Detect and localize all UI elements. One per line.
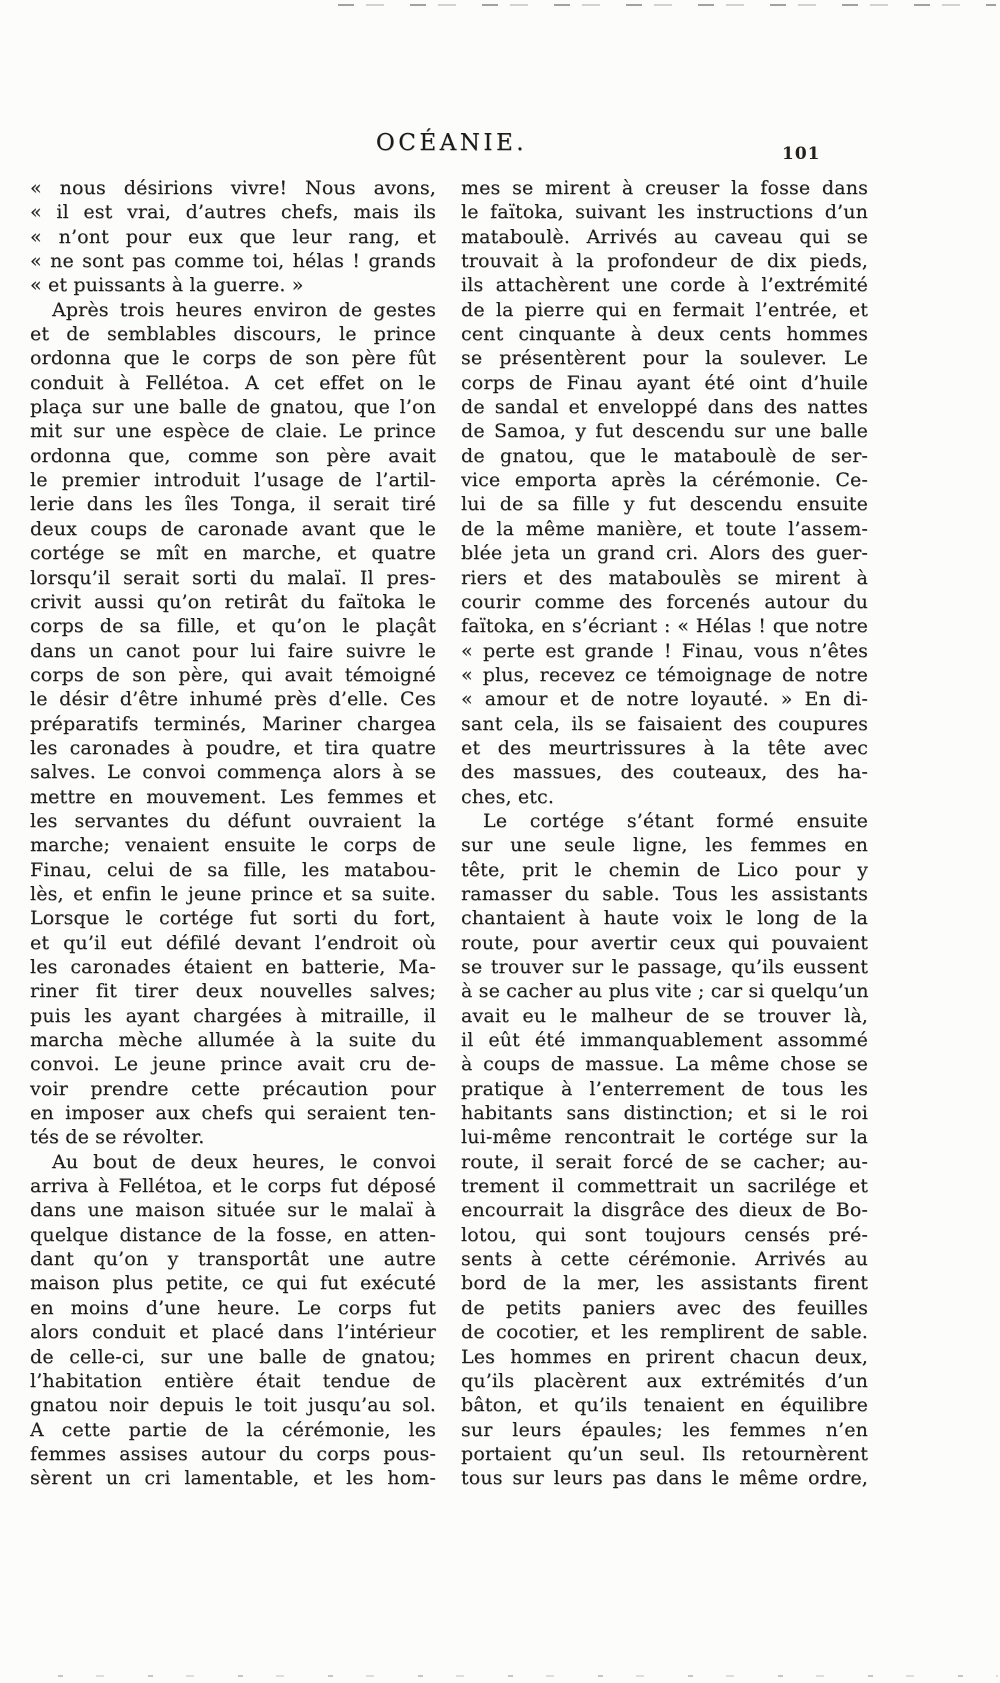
text-line: et des meurtrissures à la tête avec xyxy=(461,736,868,759)
text-line: vice emporta après la cérémonie. Ce- xyxy=(461,469,868,492)
right-column xyxy=(461,176,868,1491)
text-line: se présentèrent pour la soulever. Le xyxy=(461,347,868,370)
text-line: corps de Finau ayant été oint d’huile xyxy=(461,371,868,394)
scan-edge-bottom-line xyxy=(58,1675,998,1677)
text-line: « il est vrai, d’autres chefs, mais ils xyxy=(30,201,436,224)
text-line: crivit aussi qu’on retirât du faïtoka le xyxy=(30,590,436,613)
text-line: de petits paniers avec des feuilles xyxy=(461,1296,868,1319)
text-line: femmes assises autour du corps pous- xyxy=(30,1442,436,1465)
text-line: arriva à Fellétoa, et le corps fut déposé xyxy=(30,1175,436,1198)
text-line: marcha mèche allumée à la suite du xyxy=(30,1029,436,1052)
text-line: lès, et enfin le jeune prince et sa suite. xyxy=(30,882,436,905)
text-line: mataboulè. Arrivés au caveau qui se xyxy=(461,225,868,248)
text-line: conduit à Fellétoa. A cet effet on le xyxy=(30,371,436,394)
text-line: Le cortége s’étant formé ensuite xyxy=(483,809,868,832)
text-line: chantaient à haute voix le long de la xyxy=(461,907,868,930)
text-line: de Samoa, y fut descendu sur une balle xyxy=(461,420,868,443)
text-line: trement il commettrait un sacrilége et xyxy=(461,1175,868,1198)
left-column xyxy=(30,176,436,1491)
text-line: marche; venaient ensuite le corps de xyxy=(30,834,436,857)
text-line: le faïtoka, suivant les instructions d’un xyxy=(461,201,868,224)
text-line: « n’ont pour eux que leur rang, et xyxy=(30,225,436,248)
text-line: sur leurs épaules; les femmes n’en xyxy=(461,1418,868,1441)
text-line: Lorsque le cortége fut sorti du fort, xyxy=(30,907,436,930)
text-line: il eût été immanquablement assommé xyxy=(461,1029,868,1052)
text-line: bord de la mer, les assistants firent xyxy=(461,1272,868,1295)
text-line: le désir d’être inhumé près d’elle. Ces xyxy=(30,688,436,711)
text-line: lui-même rencontrait le cortége sur la xyxy=(461,1126,868,1149)
text-line: encourrait la disgrâce des dieux de Bo- xyxy=(461,1199,868,1222)
text-line: tés de se révolter. xyxy=(30,1126,205,1149)
text-line: sant cela, ils se faisaient des coupures xyxy=(461,712,868,735)
text-line: route, il serait forcé de se cacher; au- xyxy=(461,1150,868,1173)
text-line: sur une seule ligne, les femmes en xyxy=(461,834,868,857)
text-line: lui de sa fille y fut descendu ensuite xyxy=(461,493,868,516)
text-line: « nous désirions vivre! Nous avons, xyxy=(30,177,436,199)
text-line: deux coups de caronade avant que le xyxy=(30,517,436,540)
text-line: se trouver sur le passage, qu’ils eussent xyxy=(461,956,868,978)
page-number: 101 xyxy=(782,144,821,164)
text-line: route, pour avertir ceux qui pouvaient xyxy=(461,931,868,954)
text-line: trouvait à la profondeur de dix pieds, xyxy=(461,250,868,273)
text-line: mit sur une espèce de claie. Le prince xyxy=(30,420,436,443)
text-line: ches, etc. xyxy=(461,785,555,808)
text-line: mettre en mouvement. Les femmes et xyxy=(30,785,436,808)
text-line: lorsqu’il serait sorti du malaï. Il pres- xyxy=(30,566,436,589)
text-line: Au bout de deux heures, le convoi xyxy=(52,1150,436,1173)
text-line: et de semblables discours, le prince xyxy=(30,323,436,346)
text-line: et qu’il eut défilé devant l’endroit où xyxy=(30,931,436,954)
text-line: tous sur leurs pas dans le même ordre, xyxy=(461,1467,868,1490)
text-line: blée jeta un grand cri. Alors des guer- xyxy=(461,542,868,565)
text-line: Les hommes en prirent chacun deux, xyxy=(461,1345,868,1368)
text-line: « plus, recevez ce témoignage de notre xyxy=(461,663,868,686)
text-line: « et puissants à la guerre. » xyxy=(30,274,304,297)
text-line: pratique à l’enterrement de tous les xyxy=(461,1077,868,1100)
text-line: dant qu’on y transportât une autre xyxy=(30,1248,436,1271)
text-line: dans un canot pour lui faire suivre le xyxy=(30,639,436,662)
text-line: les caronades étaient en batterie, Ma- xyxy=(30,956,436,978)
text-line: Après trois heures environ de gestes xyxy=(52,298,436,321)
text-line: les caronades à poudre, et tira quatre xyxy=(30,736,436,759)
text-line: dans une maison située sur le malaï à xyxy=(30,1199,436,1222)
text-line: habitants sans distinction; et si le roi xyxy=(461,1102,868,1125)
text-line: ordonna que, comme son père avait xyxy=(30,444,436,467)
text-line: bâton, et qu’ils tenaient en équilibre xyxy=(461,1394,868,1417)
text-line: ils attachèrent une corde à l’extrémité xyxy=(461,274,868,297)
text-line: les servantes du défunt ouvraient la xyxy=(30,809,436,832)
text-line: préparatifs terminés, Mariner chargea xyxy=(30,712,436,735)
text-line: quelque distance de la fosse, en atten- xyxy=(30,1223,436,1246)
text-line: qu’ils placèrent aux extrémités d’un xyxy=(461,1369,868,1392)
text-line: le premier introduit l’usage de l’artil- xyxy=(30,469,436,492)
text-line: sents à cette cérémonie. Arrivés au xyxy=(461,1248,868,1271)
text-line: à se cacher au plus vite ; car si quelqu’un xyxy=(461,980,869,1003)
text-line: lerie dans les îles Tonga, il serait tiré xyxy=(30,493,436,516)
scan-edge-top-line xyxy=(338,4,996,6)
text-line: avait eu le malheur de se trouver là, xyxy=(461,1004,868,1027)
text-line: corps de son père, qui avait témoigné xyxy=(30,663,436,686)
text-line: portaient qu’un seul. Ils retournèrent xyxy=(461,1442,868,1465)
text-line: riner fit tirer deux nouvelles salves; xyxy=(30,980,436,1003)
text-line: « amour et de notre loyauté. » En di- xyxy=(461,688,868,711)
text-line: corps de sa fille, et qu’on le plaçât xyxy=(30,615,436,638)
text-line: cent cinquante à deux cents hommes xyxy=(461,323,868,346)
text-line: de sandal et enveloppé dans des nattes xyxy=(461,396,868,419)
text-line: en imposer aux chefs qui seraient ten- xyxy=(30,1102,436,1125)
text-line: maison plus petite, ce qui fut exécuté xyxy=(30,1272,436,1295)
text-line: l’habitation entière était tendue de xyxy=(30,1369,436,1392)
text-line: salves. Le convoi commença alors à se xyxy=(30,761,436,784)
text-line: riers et des mataboulès se mirent à xyxy=(461,566,868,589)
text-line: mes se mirent à creuser la fosse dans xyxy=(461,177,868,199)
text-line: Finau, celui de sa fille, les matabou- xyxy=(30,858,436,881)
text-line: gnatou noir depuis le toit jusqu’au sol. xyxy=(30,1394,436,1417)
text-line: « ne sont pas comme toi, hélas ! grands xyxy=(30,250,436,273)
text-line: convoi. Le jeune prince avait cru de- xyxy=(30,1053,436,1076)
text-line: A cette partie de la cérémonie, les xyxy=(30,1418,436,1441)
running-title: OCÉANIE. xyxy=(375,130,528,156)
text-line: plaça sur une balle de gnatou, que l’on xyxy=(30,396,436,419)
text-line: de la pierre qui en fermait l’entrée, et xyxy=(461,298,868,321)
text-line: sèrent un cri lamentable, et les hom- xyxy=(30,1467,436,1490)
text-line: puis les ayant chargées à mitraille, il xyxy=(30,1004,436,1027)
text-line: courir comme des forcenés autour du xyxy=(461,590,868,613)
text-line: faïtoka, en s’écriant : « Hélas ! que notre xyxy=(461,615,868,638)
text-line: de cocotier, et les remplirent de sable. xyxy=(461,1321,868,1344)
text-line: de celle-ci, sur une balle de gnatou; xyxy=(30,1345,436,1368)
text-line: de gnatou, que le mataboulè de ser- xyxy=(461,444,868,467)
text-line: en moins d’une heure. Le corps fut xyxy=(30,1296,436,1319)
text-line: ramasser du sable. Tous les assistants xyxy=(461,882,868,905)
text-line: lotou, qui sont toujours censés pré- xyxy=(461,1223,868,1246)
text-line: « perte est grande ! Finau, vous n’êtes xyxy=(461,639,868,662)
text-line: alors conduit et placé dans l’intérieur xyxy=(30,1321,436,1344)
text-line: tête, prit le chemin de Lico pour y xyxy=(461,858,868,881)
text-line: des massues, des couteaux, des ha- xyxy=(461,761,868,784)
text-line: voir prendre cette précaution pour xyxy=(30,1077,436,1100)
text-line: à coups de massue. La même chose se xyxy=(461,1053,868,1076)
text-line: cortége se mît en marche, et quatre xyxy=(30,542,436,565)
text-line: ordonna que le corps de son père fût xyxy=(30,347,436,370)
text-line: de la même manière, et toute l’assem- xyxy=(461,517,868,540)
